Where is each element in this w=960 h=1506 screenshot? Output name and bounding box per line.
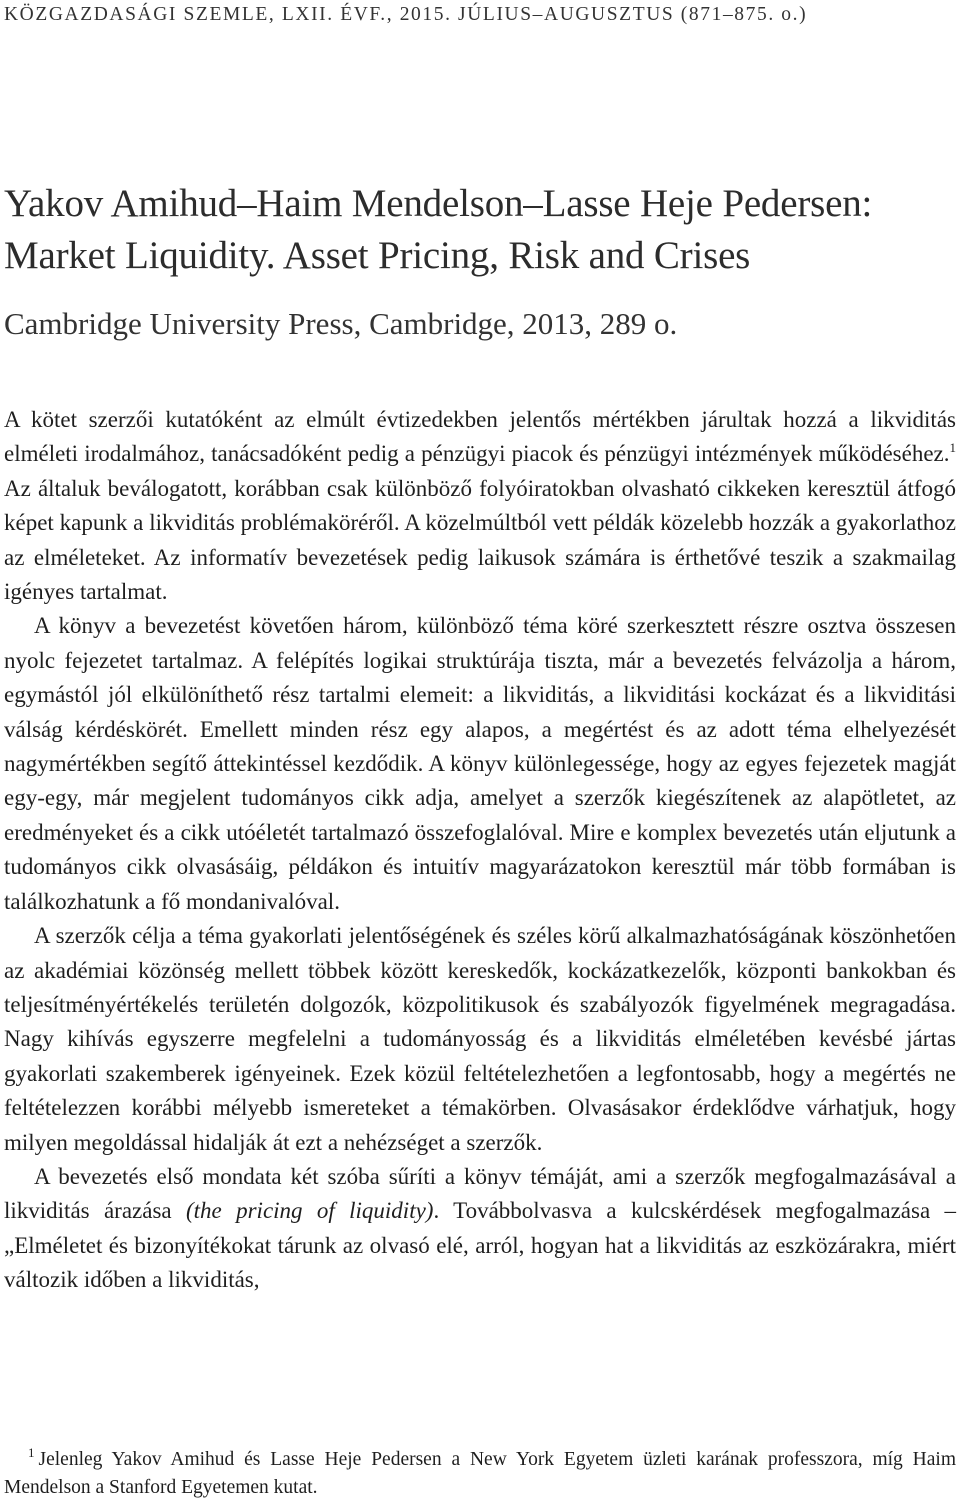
book-title-line-1: Yakov Amihud–Haim Mendelson–Lasse Heje Pedersen:	[4, 182, 873, 225]
journal-page	[4, 0, 956, 1506]
footnote-mark: 1	[28, 1445, 35, 1460]
paragraph-4-part-a: A bevezetés első mondata két szóba sűríti a könyv témáját, ami a szerzők megfogalmazásával a likviditás árazása	[4, 1163, 956, 1224]
publisher-info: Cambridge University Press, Cambridge, 2013, 289 o.	[4, 306, 678, 341]
paragraph-2: A könyv a bevezetést követően három, különböző téma köré szerkesztett részre osztva összesen nyolc fejezetet tartalmaz. A felépítés logikai struktúrája tiszta, már a bevezetés felvázolja a három, egymástól jól elkülöníthető rész tartalmi elemeit: a likviditás, a likviditási kockázat és a likviditási válság kérdéskörét. Emellett minden rész egy alapos, a megértést és az adott téma elhelyezését nagymértékben segítő áttekintéssel kezdődik. A könyv különlegessége, hogy az egyes fejezetek magját egy-egy, már megjelent tudományos cikk adja, amelyet a szerzők kiegészítenek az alapötletet, az eredményeket és a cikk utóéletét tartalmazó összefoglalóval. Mire e komplex bevezetés után eljutunk a tudományos cikk olvasásáig, példákon és intuitív magyarázatokon keresztül már több formában is találkozhatunk a fő mondanivalóval.	[4, 613, 956, 914]
book-title	[4, 178, 956, 282]
footnote	[4, 1446, 956, 1502]
paragraph-1-part-a: A kötet szerzői kutatóként az elmúlt évtizedekben jelentős mértékben járultak hozzá a likviditás elméleti irodalmához, tanácsadóként pedig a pénzügyi piacok és pénzügyi intézmények működéséhez.	[4, 407, 956, 467]
review-body	[4, 403, 956, 1298]
paragraph-3: A szerzők célja a téma gyakorlati jelentőségének és széles körű alkalmazhatóságának köszönhetően az akadémiai közönség mellett többek között kereskedők, kockázatkezelők, központi bankokban és teljesítményértékelés területén dolgozók, közpolitikusok és szabályozók figyelmének megragadása. Nagy kihívás egyszerre megfelelni a tudományosság és a likviditás elméletében kevésbé jártas gyakorlati szakemberek igényeinek. Ezek közül feltételezhetően a legfontosabb, hogy a megértés ne feltételezzen korábbi mélyebb ismereteket a témakörben. Olvasásakor érdeklődve várhatjuk, hogy milyen megoldással hidalják át ezt a nehézséget a szerzők.	[4, 923, 956, 1155]
paragraph-4	[4, 1160, 956, 1298]
book-title-line-2: Market Liquidity. Asset Pricing, Risk and Crises	[4, 234, 751, 277]
paragraph-4-italic-term: (the pricing of liquidity)	[185, 1198, 434, 1224]
footnote-reference[interactable]: 1	[949, 440, 956, 456]
paragraph-4-part-b: . Továbbolvasva a kulcskérdések megfogalmazása – „Elméletet és bizonyítékokat tárunk az olvasó elé, arról, hogyan hat a likviditás az eszközárakra, miért változik időben a likviditás,	[4, 1198, 957, 1293]
paragraph-1-part-b: Az általuk beválogatott, korábban csak különböző folyóiratokban olvasható cikkeken keresztül átfogó képet kapunk a likviditás problémaköréről. A közelmúltból vett példák közelebb hozzák a gyakorlathoz az elméleteket. Az informatív bevezetések pedig laikusok számára is érthetővé teszik a szakmailag igényes tartalmat.	[4, 475, 956, 605]
footnote-text: Jelenleg Yakov Amihud és Lasse Heje Pedersen a New York Egyetem üzleti karának professzora, míg Haim Mendelson a Stanford Egyetemen kutat.	[4, 1449, 956, 1498]
running-head: KÖZGAZDASÁGI SZEMLE, LXII. ÉVF., 2015. JÚLIUS–AUGUSZTUS (871–875. o.)	[4, 4, 808, 25]
paragraph-1	[4, 403, 956, 609]
